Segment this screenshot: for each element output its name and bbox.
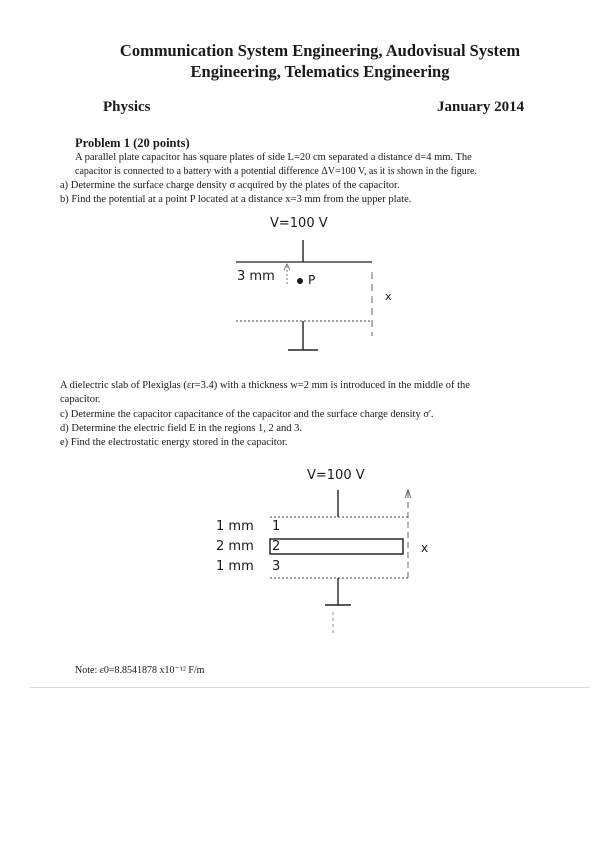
region1-label: 1 [272, 519, 281, 534]
scan-artifact-line [30, 687, 590, 688]
question-d: d) Determine the electric field E in the regions 1, 2 and 3. [60, 423, 302, 434]
title-line-1: Communication System Engineering, Audovisual System [119, 41, 521, 60]
fig1-point-label: P [308, 273, 316, 287]
question-a: a) Determine the surface charge density σ acquired by the plates of the capacitor. [60, 180, 400, 191]
constant-note: Note: ε0=8.8541878 x10⁻¹² F/m [75, 665, 205, 676]
dielectric-slab [270, 539, 403, 554]
exam-date: January 2014 [437, 99, 525, 115]
title-line-2: Engineering, Telematics Engineering [190, 62, 450, 81]
region2-thickness: 2 mm [216, 539, 254, 554]
problem-intro-line-2: capacitor is connected to a battery with a potential difference ΔV=100 V, as it is shown in the figure. [75, 166, 477, 177]
subject-label: Physics [103, 99, 151, 115]
fig1-distance-label: 3 mm [237, 269, 275, 284]
question-c: c) Determine the capacitor capacitance of the capacitor and the surface charge density σ'. [60, 409, 434, 420]
fig2-axis-label: x [421, 541, 429, 555]
fig1-axis-label: x [385, 290, 392, 303]
region3-thickness: 1 mm [216, 559, 254, 574]
fig1-voltage-label: V=100 V [270, 216, 328, 231]
question-b: b) Find the potential at a point P located at a distance x=3 mm from the upper plate. [60, 194, 412, 205]
problem-heading: Problem 1 (20 points) [75, 136, 190, 150]
region3-label: 3 [272, 559, 281, 574]
fig2-voltage-label: V=100 V [307, 468, 365, 483]
dielectric-intro-line-1: A dielectric slab of Plexiglas (εr=3.4) with a thickness w=2 mm is introduced in the middle of the [60, 380, 470, 391]
dielectric-intro-line-2: capacitor. [60, 394, 101, 405]
question-e: e) Find the electrostatic energy stored in the capacitor. [60, 437, 288, 448]
region1-thickness: 1 mm [216, 519, 254, 534]
region2-label: 2 [272, 539, 281, 554]
problem-intro-line-1: A parallel plate capacitor has square plates of side L=20 cm separated a distance d=4 mm. The [75, 152, 472, 163]
